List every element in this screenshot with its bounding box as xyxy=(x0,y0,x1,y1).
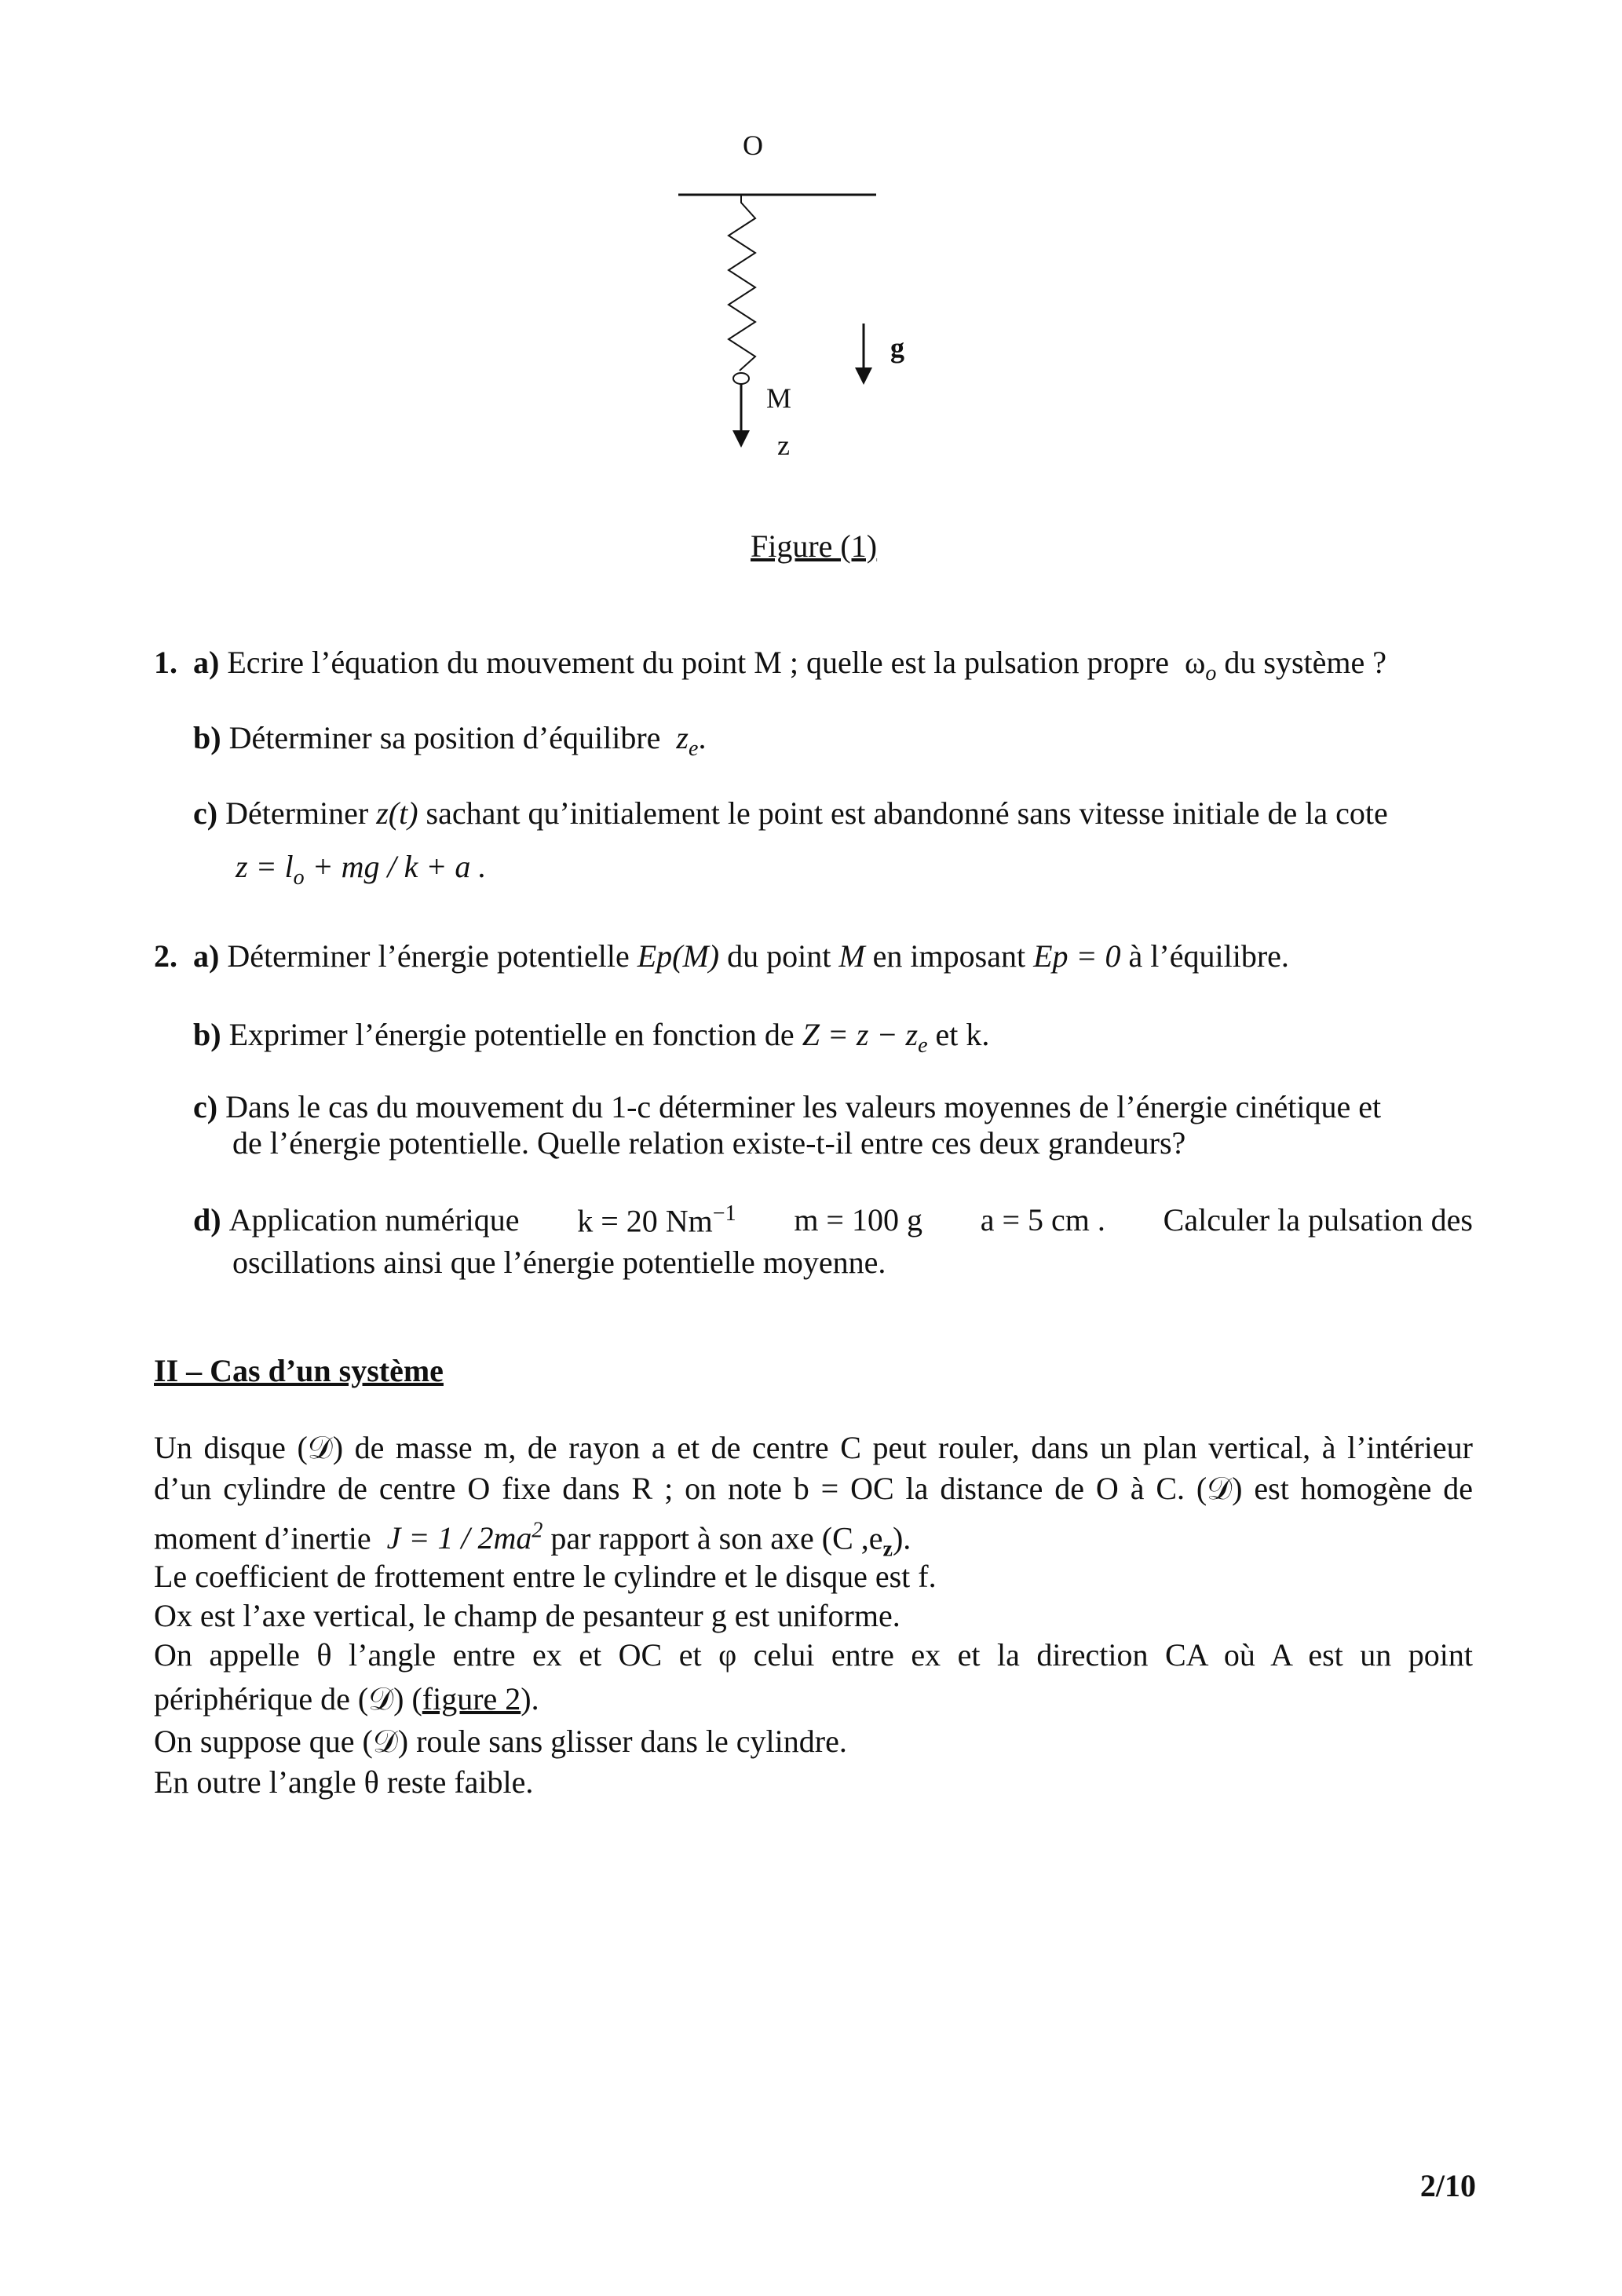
question-1c xyxy=(193,795,1388,832)
q1a-label: a) xyxy=(193,645,220,680)
q2d-k: k = 20 $Nm^{-1}$ xyxy=(577,1201,736,1239)
q2b-text-2: et k. xyxy=(935,1017,990,1052)
q2a-epm: Ep(M) xyxy=(637,938,720,974)
part2-line-6: On appelle θ l’angle entre ex et OC et φ celui entre ex et la direction CA où A est un point xyxy=(154,1637,1473,1673)
q1a-text-2: du système ? xyxy=(1224,645,1386,680)
q2d-a: a = 5 cm . xyxy=(980,1202,1105,1238)
q2c-line-1: Dans le cas du mouvement du 1-c déterminer les valeurs moyennes de l’énergie cinétique et xyxy=(225,1089,1382,1124)
question-1a xyxy=(193,644,1386,686)
mass-point xyxy=(733,373,749,384)
part2-line-8: On suppose que (𝒟) roule sans glisser dans le cylindre. xyxy=(154,1724,847,1759)
part2-line-4: Le coefficient de frottement entre le cylindre et le disque est f. xyxy=(154,1559,937,1594)
figure-1-caption: Figure (1) xyxy=(751,528,878,564)
part2-line-2: d’un cylindre de centre O fixe dans R ; on note b = OC la distance de O à C. (𝒟) est homogène de xyxy=(154,1471,1473,1506)
q1a-omega: $\omega_o$ xyxy=(1185,645,1217,686)
q2b-label: b) xyxy=(193,1017,221,1052)
question-2-number: 2. xyxy=(154,938,177,974)
question-1-number: 1. xyxy=(154,645,177,680)
q2d-text-1: Application numérique xyxy=(228,1202,520,1238)
page-number: 2/10 xyxy=(1419,2168,1476,2203)
spring xyxy=(729,195,755,371)
q1b-text-1: Déterminer sa position d’équilibre xyxy=(228,720,661,755)
inertia-formula: $J = 1 / 2ma^2$ xyxy=(386,1519,543,1556)
section-title: II – Cas d’un système xyxy=(154,1353,444,1388)
q1c-zt: z(t) xyxy=(376,795,418,831)
q1b-text-2: . xyxy=(698,720,707,755)
q2b-formula: $Z = z - z_e$ xyxy=(802,1017,928,1058)
q2a-text-1: Déterminer l’énergie potentielle xyxy=(227,938,630,974)
part2-line-5: Ox est l’axe vertical, le champ de pesanteur g est uniforme. xyxy=(154,1598,901,1633)
q1b-label: b) xyxy=(193,720,221,755)
label-m: M xyxy=(766,382,792,414)
q1a-text-1: Ecrire l’équation du mouvement du point M ; quelle est la pulsation propre xyxy=(227,645,1170,680)
q1c-formula: $z = l_o$ + mg / k + a . xyxy=(236,849,487,890)
question-1b xyxy=(193,719,706,762)
question-2d xyxy=(193,1201,1473,1239)
label-z: z xyxy=(777,430,790,461)
g-arrow-head xyxy=(855,367,872,385)
q2d-label: d) xyxy=(193,1202,221,1238)
q2c-line-2: de l’énergie potentielle. Quelle relation existe-t-il entre ces deux grandeurs? xyxy=(232,1125,1186,1161)
label-o: O xyxy=(743,130,763,161)
part2-line-9: En outre l’angle θ reste faible. xyxy=(154,1764,534,1800)
q2a-ep0: Ep = 0 xyxy=(1033,938,1121,974)
q1b-ze: $z_e$ xyxy=(676,720,699,761)
q2a-label: a) xyxy=(193,938,220,974)
figure-2-reference: figure 2 xyxy=(422,1681,521,1717)
q1c-text-1: Déterminer xyxy=(225,795,369,831)
q1c-label: c) xyxy=(193,795,218,831)
q2c-label: c) xyxy=(193,1089,218,1124)
label-g: g xyxy=(890,332,904,364)
q2a-text-4: à l’équilibre. xyxy=(1128,938,1289,974)
spring-mass-diagram xyxy=(667,118,926,471)
q2a-text-2: du point xyxy=(727,938,831,974)
figure-1-diagram xyxy=(667,118,926,471)
q2a-m: M xyxy=(838,938,865,974)
part2-line-7: périphérique de (𝒟) (figure 2). xyxy=(154,1681,539,1717)
q1c-text-2: sachant qu’initialement le point est abandonné sans vitesse initiale de la cote xyxy=(426,795,1388,831)
question-2c xyxy=(193,1088,1381,1125)
q2b-text-1: Exprimer l’énergie potentielle en fonction de xyxy=(228,1017,795,1052)
q2d-text-2: Calculer la pulsation des xyxy=(1163,1202,1473,1238)
q2d-line-2: oscillations ainsi que l’énergie potentielle moyenne. xyxy=(232,1245,886,1280)
q2a-text-3: en imposant xyxy=(872,938,1026,974)
question-2a xyxy=(193,938,1289,974)
question-2b xyxy=(193,1016,989,1058)
part2-line-3: moment d’inertie $J = 1 / 2ma^2$ par rapport à son axe (C $,e_z$). xyxy=(154,1519,911,1562)
part2-line-1: Un disque (𝒟) de masse m, de rayon a et de centre C peut rouler, dans un plan vertical, à l’intérieur xyxy=(154,1430,1473,1465)
z-axis-arrowhead xyxy=(732,430,750,448)
q2d-m: m = 100 g xyxy=(794,1202,922,1238)
